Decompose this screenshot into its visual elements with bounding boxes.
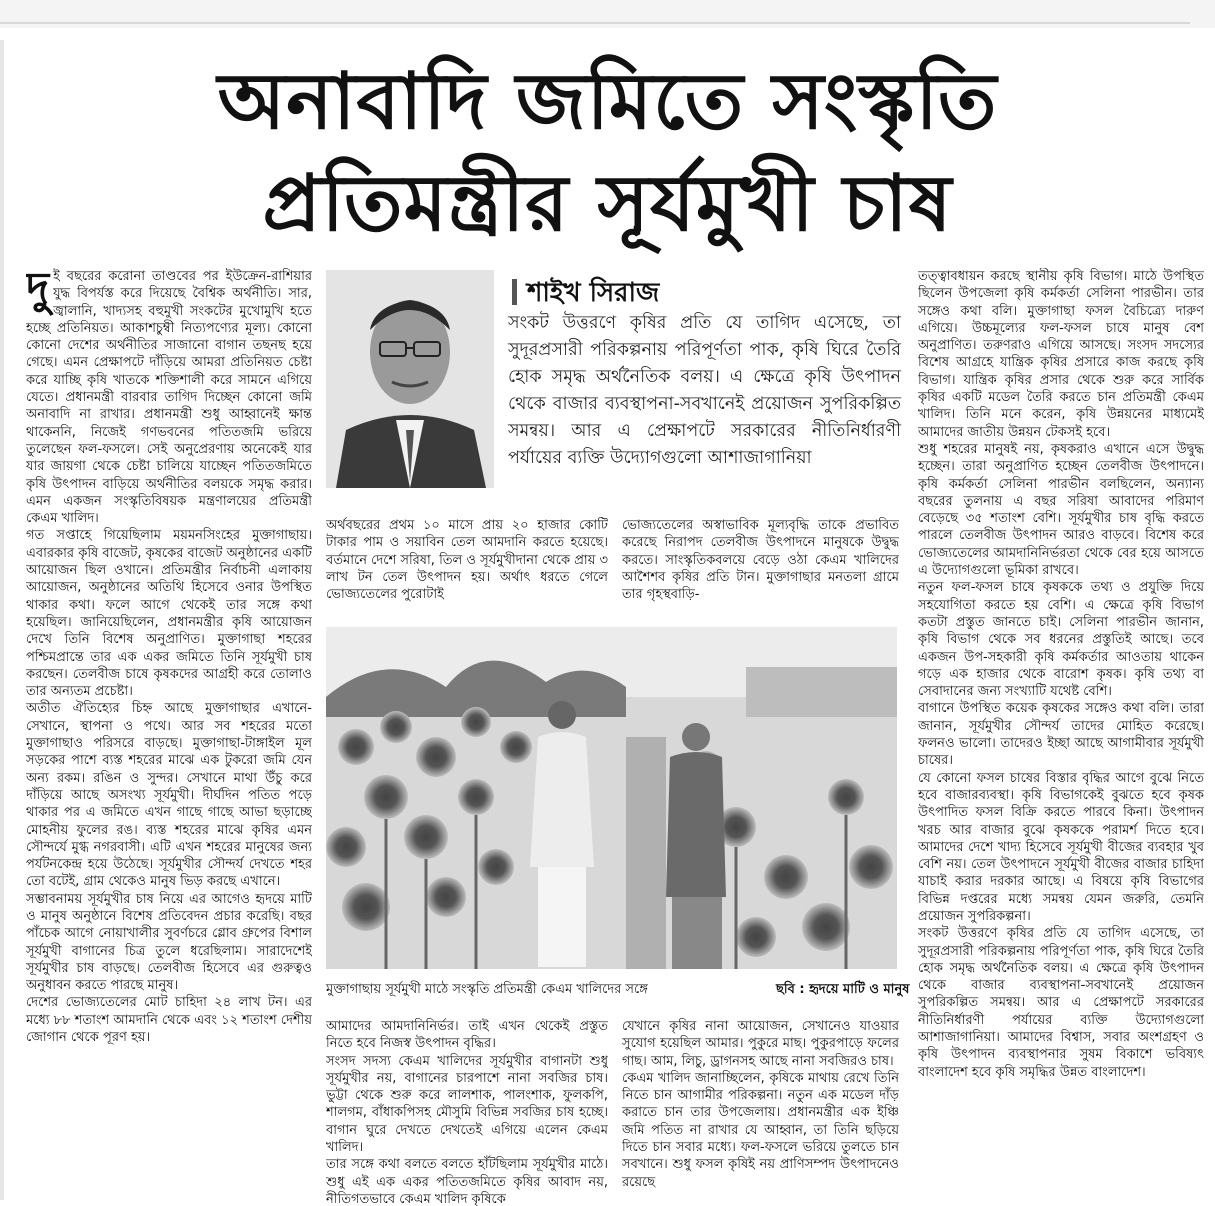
author-portrait <box>326 270 494 488</box>
col4-paragraph-2: শুধু শহরের মানুষই নয়, কৃষকরাও এখানে এসে উদ্বুদ্ধ হচ্ছেন। তারা অনুপ্রাণিত হচ্ছেন তেলবীজ উৎপাদনে। কৃষি কর্মকর্তা সেলিনা পারভীন বলছিলেন, অন্যান্য বছরের তুলনায় এ বছর সরিষা আবাদের পরিমাণ বেড়েছে ৩৫ শতাংশ বেশি। সূর্যমুখীর চাষ বৃদ্ধি করতে পারলে তেলবীজ উৎপাদন আরও বাড়বে। বিশেষ করে ভোজ্যতেলের আমদানিনির্ভরতা থেকে বের হয়ে আসতে এ উদ্যোগগুলো ভূমিকা রাখবে। <box>918 441 1204 579</box>
column-1 <box>26 268 312 1206</box>
col1-paragraph-2: গত সপ্তাহে গিয়েছিলাম ময়মনসিংহের মুক্তাগাছায়। এবারকার কৃষি বাজেট, কৃষকের বাজেট অনুষ্ঠানের একটি আয়োজন ছিল ওখানে। প্রতিমন্ত্রীর নির্বাচনী এলাকায় আয়োজন, অনুষ্ঠানের অতিথি হিসেবে ওনার উপস্থিত থাকার কথা। ফলে আগে থেকেই তার সঙ্গে কথা হয়েছিল। জানিয়েছিলেন, প্রধানমন্ত্রীর কৃষি আয়োজন দেখে তিনি বিশেষ অনুপ্রাণিত। মুক্তাগাছা শহরের পশ্চিমপ্রান্তে তার এক একর জমিতে তিনি সূর্যমুখী চাষ করছেন। তেলবীজ চাষে কৃষকদের আগ্রহী করে তোলাও তার অন্যতম প্রচেষ্টা। <box>26 528 312 700</box>
byline-bar <box>512 279 517 305</box>
column-2-top: অর্থবছরের প্রথম ১০ মাসে প্রায় ২০ হাজার কোটি টাকার পাম ও সয়াবিন তেল আমদানি করতে হয়েছে। বর্তমানে দেশে সরিষা, তিল ও সূর্যমুখীদানা থেকে প্রায় ৩ লাখ টন তেল উৎপাদন হয়। অর্থাৎ ধরতে গেলে ভোজ্যতেলের পুরোটাই <box>326 518 608 603</box>
top-rule <box>0 22 1190 24</box>
photo-credit: ছবি : হৃদয়ে মাটি ও মানুষ <box>776 982 910 997</box>
byline-name: শাইখ সিরাজ <box>527 278 660 308</box>
col1-paragraph-3: অতীত ঐতিহ্যের চিহ্ন আছে মুক্তাগাছার এখানে-সেখানে, স্থাপনা ও পথে। আর সব শহরের মতো মুক্তাগাছাও পরিসরে বাড়ছে। মুক্তাগাছা-টাঙ্গাইল মূল সড়কের পাশে ব্যস্ত শহরের মাঝে এক টুকরো জমি যেন অন্য রকম। রঙিন ও সুন্দর। সেখানে মাথা উঁচু করে দাঁড়িয়ে আছে অসংখ্য সূর্যমুখী। দীর্ঘদিন পতিত পড়ে থাকার পর এ জমিতে এখন গাছে গাছে আভা ছড়াচ্ছে মোহনীয় ফুলের রঙ। ব্যস্ত শহরের মাঝে কৃষির এমন সৌন্দর্যে মুগ্ধ নগরবাসী। এটি এখন শহরের মানুষের জন্য পর্যটনকেন্দ্র হয়ে উঠেছে। সূর্যমুখীর সৌন্দর্য দেখতে শহর তো বটেই, গ্রাম থেকেও মানুষ ভিড় করছে এখানে। <box>26 701 312 890</box>
col1-paragraph-4: সম্ভাবনাময় সূর্যমুখীর চাষ নিয়ে এর আগেও হৃদয়ে মাটি ও মানুষ অনুষ্ঠানে বিশেষ প্রতিবেদন প্রচার করেছি। বছর পাঁচেক আগে নোয়াখালীর সুবর্ণচরে গ্লোব গ্রুপের বিশাল সূর্যমুখী বাগানের চিত্র তুলে ধরেছিলাম। সারাদেশেই সূর্যমুখীর চাষ বাড়ছে। তেলবীজ হিসেবে এর গুরুত্বও অনুধাবন করতে পারছে মানুষ। <box>26 891 312 994</box>
col4-paragraph-6: সংকট উত্তরণে কৃষির প্রতি যে তাগিদ এসেছে, তা সুদূরপ্রসারী পরিকল্পনায় পরিপূর্ণতা পাক, কৃষি ঘিরে তৈরি হোক সমৃদ্ধ অর্থনৈতিক বলয়। এ ক্ষেত্রে কৃষি উৎপাদন থেকে বাজার ব্যবস্থাপনা-সবখানেই প্রয়োজন সুপরিকল্পিত সমন্বয়। আর এ প্রেক্ষাপটে সরকারের নীতিনির্ধারণী পর্যায়ের ব্যক্তি উদ্যোগগুলো আশাজাগানিয়া। আমাদের বিশ্বাস, সবার অংশগ্রহণ ও কৃষি উৎপাদন ব্যবস্থাপনার সুষম বিকাশে ভবিষ্যৎ বাংলাদেশ হবে কৃষি সমৃদ্ধির উন্নত বাংলাদেশ। <box>918 926 1204 1080</box>
column-4 <box>918 268 1204 1206</box>
photo-caption: মুক্তাগাছায় সূর্যমুখী মাঠে সংস্কৃতি প্রতিমন্ত্রী কেএম খালিদের সঙ্গে <box>326 982 648 997</box>
headline-line-2: প্রতিমন্ত্রীর সূর্যমুখী চাষ <box>262 158 953 249</box>
col1-paragraph-5: দেশের ভোজ্যতেলের মোট চাহিদা ২৪ লাখ টন। এর মধ্যে ৮৮ শতাংশ আমদানি থেকে এবং ১২ শতাংশ দেশীয় জোগান থেকে পূরণ হয়। <box>26 995 312 1046</box>
column-2-bottom: আমাদের আমদানিনির্ভর। তাই এখন থেকেই প্রস্তুত নিতে হবে নিজস্ব উৎপাদন বৃদ্ধির। সংসদ সদস্য কেএম খালিদের সূর্যমুখীর বাগানটা শুধু সূর্যমুখীর নয়, বাগানের চারপাশে নানা সবজির চাষ। ভুট্টা থেকে শুরু করে লালশাক, পালংশাক, ফুলকপি, শালগম, বাঁধাকপিসহ মৌসুমি বিভিন্ন সবজির চাষ হচ্ছে। বাগান ঘুরে দেখতে দেখতেই এগিয়ে এলেন কেএম খালিদ। তার সঙ্গে কথা বলতে বলতে হাঁটছিলাম সূর্যমুখীর মাঠে। শুধু এই এক একর পতিতজমিতে কৃষির আবাদ নয়, নীতিগতভাবে কেএম খালিদ কৃষিকে <box>326 1019 608 1206</box>
portrait-image <box>326 270 494 488</box>
photo-image <box>326 627 897 969</box>
col4-paragraph-3: নতুন ফল-ফসল চাষে কৃষককে তথ্য ও প্রযুক্তি দিয়ে সহযোগিতা করতে হয় বেশি। এ ক্ষেত্রে কৃষি বিভাগ কতটা প্রস্তুত জানতে চাই। সেলিনা পারভীন জানান, কৃষি বিভাগ থেকে সব ধরনের প্রস্তুতিই আছে। তবে একজন উপ-সহকারী কৃষি কর্মকর্তার আওতায় থাকেন গড়ে এক হাজার থেকে বারোশ কৃষক। কৃষি তথ্য বা সেবাদানের জন্য সংখ্যাটি যথেষ্ট বেশি। <box>918 580 1204 700</box>
sunflower-field-photo <box>326 627 897 969</box>
col4-paragraph-4: বাগানে উপস্থিত কয়েক কৃষকের সঙ্গেও কথা বলি। তারা জানান, সূর্যমুখীর সৌন্দর্য তাদের মোহিত করেছে। ফলনও ভালো। তাদেরও ইচ্ছা আছে আগামীবার সূর্যমুখী চাষের। <box>918 701 1204 769</box>
column-3-bottom: যেখানে কৃষির নানা আয়োজন, সেখানেও যাওয়ার সুযোগ হয়েছিল আমার। পুকুরে মাছ। পুকুরপাড়ে ফলের গাছ। আম, লিচু, ড্রাগনসহ আছে নানা সবজিরও চাষ। কেএম খালিদ জানাচ্ছিলেন, কৃষিকে মাথায় রেখে তিনি নিতে চান আগামীর পরিকল্পনা। নতুন এক মডেল দাঁড় করাতে চান তার উপজেলায়। প্রধানমন্ত্রীর এক ইঞ্চি জমি পতিত না রাখার যে আহ্বান, তা তিনি ছড়িয়ে দিতে চান সবার মধ্যে। ফল-ফসলে ভরিয়ে তুলতে চান সবখানে। শুধু ফসল কৃষিই নয় প্রাণিসম্পদ উৎপাদনেও রয়েছে <box>622 1019 899 1190</box>
col1-paragraph-1 <box>26 268 312 527</box>
column-3-top: ভোজ্যতেলের অস্বাভাবিক মূল্যবৃদ্ধি তাকে প্রভাবিত করেছে নিরাপদ তেলবীজ উৎপাদনে মানুষকে উদ্বুদ্ধ করতে। সাংস্কৃতিকবলয়ে বেড়ে ওঠা কেএম খালিদের আশৈশব কৃষির প্রতি টান। মুক্তাগাছার মনতলা গ্রামে তার গৃহস্থবাড়ি- <box>622 518 899 603</box>
col4-paragraph-5: যে কোনো ফসল চাষের বিস্তার বৃদ্ধির আগে বুঝে নিতে হবে বাজারব্যবস্থা। কৃষি বিভাগকেই বুঝতে হবে কৃষক উৎপাদিত ফসল বিক্রি করতে পারবে কিনা। উৎপাদন খরচ আর বাজার বুঝে কৃষককে পরামর্শ দিতে হবে। আমাদের দেশে খাদ্য হিসেবে সূর্যমুখী বীজের ব্যবহার খুব বেশি নয়। তেল উৎপাদনে সূর্যমুখী বীজের বাজার চাহিদা যাচাই করার দরকার আছে। এ বিষয়ে কৃষি বিভাগের বিভিন্ন দপ্তরের মধ্যে সমন্বয় যেমন জরুরি, তেমনি প্রয়োজন সুপরিকল্পনা। <box>918 770 1204 924</box>
top-strip <box>0 0 1215 28</box>
dropcap: দু <box>26 268 50 314</box>
headline-line-1: অনাবাদি জমিতে সংস্কৃতি <box>217 56 998 147</box>
intro-text: সংকট উত্তরণে কৃষির প্রতি যে তাগিদ এসেছে, তা সুদূরপ্রসারী পরিকল্পনায় পরিপূর্ণতা পাক, কৃষি ঘিরে তৈরি হোক সমৃদ্ধ অর্থনৈতিক বলয়। এ ক্ষেত্রে কৃষি উৎপাদন থেকে বাজার ব্যবস্থাপনা-সবখানেই প্রয়োজন সুপরিকল্পিত সমন্বয়। আর এ প্রেক্ষাপটে সরকারের নীতিনির্ধারণী পর্যায়ের ব্যক্তি উদ্যোগগুলো আশাজাগানিয়া <box>508 313 901 468</box>
col1-text: ই বছরের করোনা তাণ্ডবের পর ইউক্রেন-রাশিয়ার যুদ্ধ বিপর্যস্ত করে দিয়েছে বৈশ্বিক অর্থনীতি। সার, জ্বালানি, খাদ্যসহ বহুমুখী সংকটের মুখোমুখি হতে হচ্ছে প্রতিনিয়ত। আকাশচুম্বী নিত্যপণ্যের মূল্য। কোনো কোনো দেশের অর্থনীতির সাজানো বাগান তছনছ হয়ে গেছে। এমন প্রেক্ষাপটে দাঁড়িয়ে আমরা প্রতিনিয়ত চেষ্টা করে যাচ্ছি কৃষি খাতকে শক্তিশালী করে সামনে এগিয়ে যেতে। প্রধানমন্ত্রী বারবার তাগিদ দিচ্ছেন কোনো জমি অনাবাদি না রাখার। প্রধানমন্ত্রী শুধু আহ্বানেই ক্ষান্ত থাকেননি, নিজেই গণভবনের পতিতজমি ভরিয়ে তুলেছেন ফল-ফসলে। সেই অনুপ্রেরণায় অনেকেই যার যার জায়গা থেকে চেষ্টা চালিয়ে যাচ্ছেন পতিতজমিতে কৃষি উৎপাদন বাড়িয়ে অর্থনীতির বলয়কে সমৃদ্ধ করার। এমন একজন সংস্কৃতিবিষয়ক মন্ত্রণালয়ের প্রতিমন্ত্রী কেএম খালিদ। <box>26 269 312 527</box>
col4-paragraph-1: তত্ত্বাবধায়ন করছে স্থানীয় কৃষি বিভাগ। মাঠে উপস্থিত ছিলেন উপজেলা কৃষি কর্মকর্তা সেলিনা পারভীন। তার সঙ্গেও কথা বলি। মুক্তাগাছা ফসল বৈচিত্র্যে দারুণ এগিয়ে। উচ্চমূল্যের ফল-ফসল চাষে মানুষ বেশ অনুপ্রাণিত। তরুণরাও এগিয়ে আসছে। সংসদ সদস্যের বিশেষ আগ্রহে যান্ত্রিক কৃষির প্রসারে কাজ করছে কৃষি বিভাগ। যান্ত্রিক কৃষির প্রসার থেকে শুরু করে সার্বিক কৃষির একটি মডেল তৈরি করতে চান প্রতিমন্ত্রী কেএম খালিদ। তিনি মনে করেন, কৃষি উন্নয়নের মাধ্যমেই আমাদের জাতীয় উন্নয়ন টেকসই হবে। <box>918 269 1204 440</box>
